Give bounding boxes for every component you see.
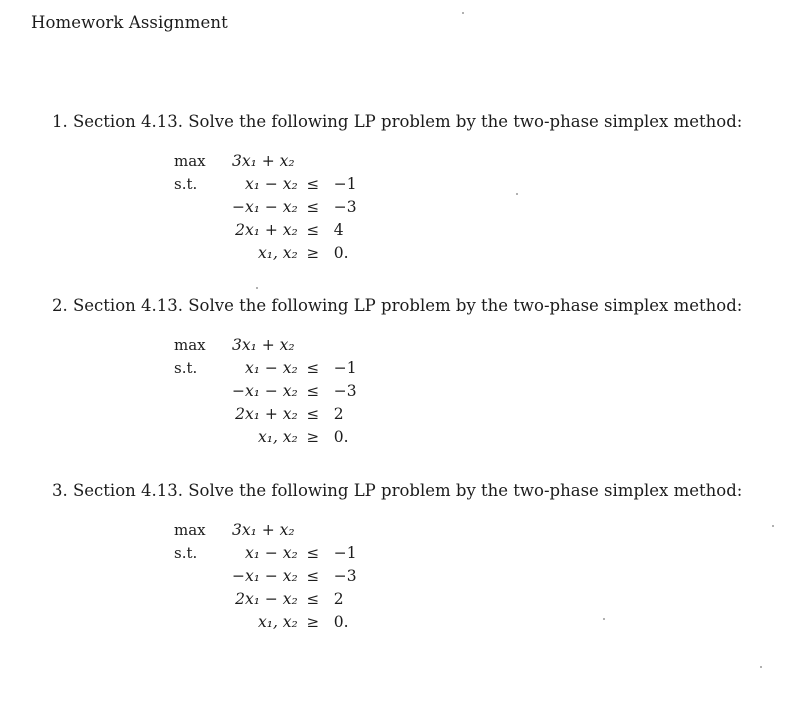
objective-expression: 3x₁ + x₂ [232, 521, 295, 539]
constraint-relation: ≥ [306, 613, 320, 631]
constraint-row [174, 219, 374, 242]
constraint-row [174, 403, 374, 426]
constraint-row [174, 565, 374, 588]
constraint-rhs: −1 [333, 175, 357, 193]
scan-speck [760, 666, 762, 668]
constraint-lhs: −x₁ − x₂ [232, 567, 298, 585]
constraint-row [174, 242, 374, 265]
constraint-row [174, 380, 374, 403]
constraint-lhs: −x₁ − x₂ [232, 198, 298, 216]
objective-expression: 3x₁ + x₂ [232, 336, 295, 354]
constraint-rhs: 2 [333, 590, 344, 608]
constraint-rhs: 0. [333, 428, 349, 446]
constraint-relation: ≤ [306, 567, 320, 585]
constraint-rhs: 2 [333, 405, 344, 423]
objective-row [174, 519, 374, 542]
objective-keyword: max [174, 336, 206, 354]
lp-formulation [174, 334, 374, 449]
scan-speck [462, 12, 464, 14]
document-title: Homework Assignment [31, 13, 228, 32]
problem-heading: 3. Section 4.13. Solve the following LP problem by the two-phase simplex method: [52, 481, 743, 500]
constraint-lhs: 2x₁ + x₂ [235, 405, 298, 423]
objective-expression: 3x₁ + x₂ [232, 152, 295, 170]
constraint-lhs: x₁, x₂ [257, 244, 298, 262]
lp-formulation [174, 150, 374, 265]
lp-formulation [174, 519, 374, 634]
constraint-relation: ≤ [306, 544, 320, 562]
scan-speck [516, 193, 518, 195]
constraint-rhs: −1 [333, 544, 357, 562]
constraint-lhs: 2x₁ − x₂ [235, 590, 298, 608]
constraint-rhs: −3 [333, 382, 357, 400]
constraint-relation: ≤ [306, 198, 320, 216]
constraint-rhs: −3 [333, 567, 357, 585]
constraint-row [174, 196, 374, 219]
scan-speck [256, 287, 258, 289]
constraint-row [174, 611, 374, 634]
constraint-row [174, 542, 374, 565]
constraint-rhs: −1 [333, 359, 357, 377]
constraint-lhs: −x₁ − x₂ [232, 382, 298, 400]
problem-heading: 1. Section 4.13. Solve the following LP problem by the two-phase simplex method: [52, 112, 743, 131]
constraint-rhs: −3 [333, 198, 357, 216]
constraint-row [174, 173, 374, 196]
constraint-relation: ≥ [306, 244, 320, 262]
constraint-row [174, 426, 374, 449]
constraint-row [174, 588, 374, 611]
objective-row [174, 150, 374, 173]
constraint-relation: ≤ [306, 359, 320, 377]
constraint-lhs: x₁, x₂ [257, 613, 298, 631]
constraint-lhs: x₁ − x₂ [244, 175, 298, 193]
constraint-lhs: x₁, x₂ [257, 428, 298, 446]
objective-keyword: max [174, 152, 206, 170]
constraint-rhs: 0. [333, 613, 349, 631]
constraint-relation: ≤ [306, 175, 320, 193]
constraint-relation: ≥ [306, 428, 320, 446]
constraint-relation: ≤ [306, 590, 320, 608]
constraint-rhs: 4 [333, 221, 344, 239]
constraint-relation: ≤ [306, 221, 320, 239]
st-keyword: s.t. [174, 544, 198, 562]
objective-row [174, 334, 374, 357]
constraint-rhs: 0. [333, 244, 349, 262]
constraint-lhs: x₁ − x₂ [244, 544, 298, 562]
scan-speck [772, 525, 774, 527]
problem-heading: 2. Section 4.13. Solve the following LP problem by the two-phase simplex method: [52, 296, 743, 315]
constraint-relation: ≤ [306, 382, 320, 400]
objective-keyword: max [174, 521, 206, 539]
st-keyword: s.t. [174, 175, 198, 193]
constraint-lhs: x₁ − x₂ [244, 359, 298, 377]
scan-speck [603, 618, 605, 620]
st-keyword: s.t. [174, 359, 198, 377]
constraint-row [174, 357, 374, 380]
constraint-relation: ≤ [306, 405, 320, 423]
constraint-lhs: 2x₁ + x₂ [235, 221, 298, 239]
